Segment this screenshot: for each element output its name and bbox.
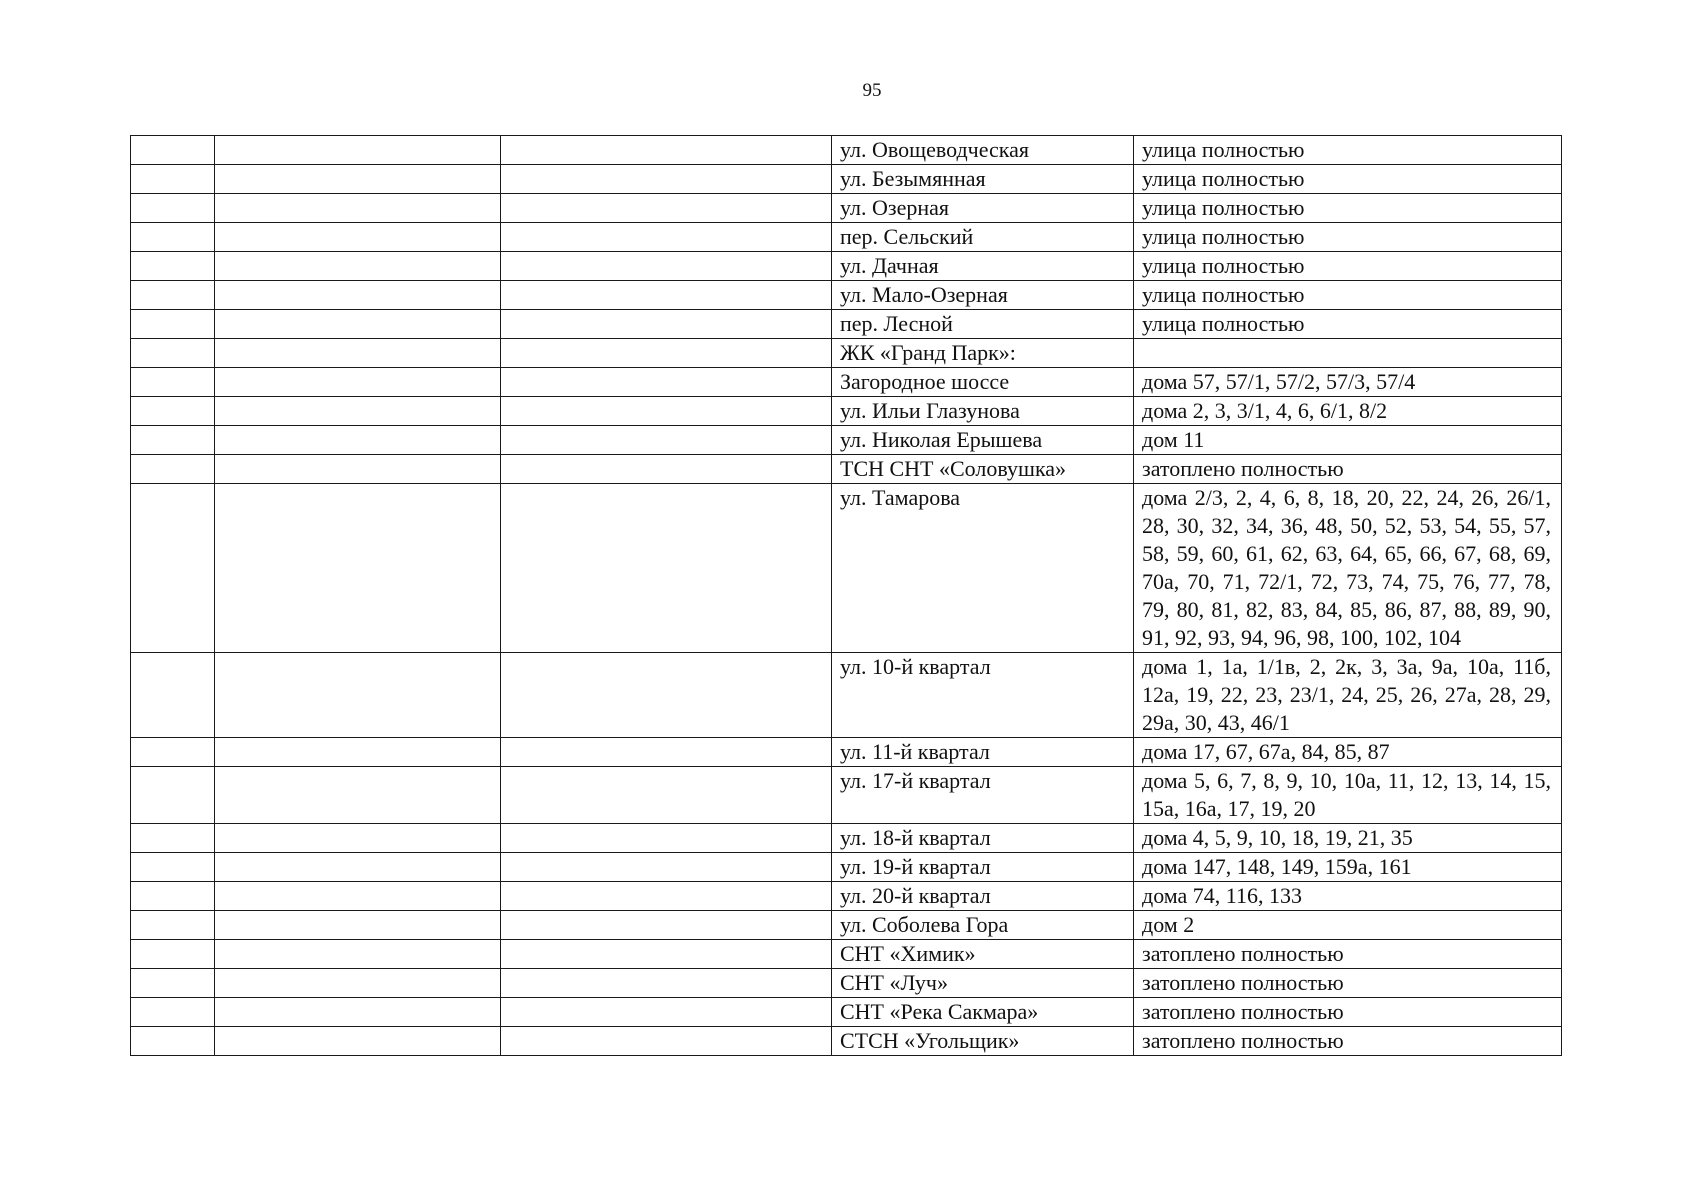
table-row (131, 998, 1562, 1027)
empty-cell (215, 455, 501, 484)
empty-cell (215, 853, 501, 882)
street-cell: ул. 19-й квартал (832, 853, 1134, 882)
street-cell: ул. 11-й квартал (832, 738, 1134, 767)
empty-cell (215, 969, 501, 998)
street-cell: ул. 20-й квартал (832, 882, 1134, 911)
table-row (131, 940, 1562, 969)
empty-cell (131, 136, 215, 165)
empty-cell (501, 223, 832, 252)
table-row (131, 194, 1562, 223)
houses-cell: затоплено полностью (1134, 998, 1562, 1027)
houses-cell: улица полностью (1134, 281, 1562, 310)
street-cell: ул. Безымянная (832, 165, 1134, 194)
table-row (131, 339, 1562, 368)
empty-cell (131, 940, 215, 969)
houses-cell: дома 147, 148, 149, 159а, 161 (1134, 853, 1562, 882)
empty-cell (501, 281, 832, 310)
street-cell: ул. Ильи Глазунова (832, 397, 1134, 426)
houses-cell: затоплено полностью (1134, 1027, 1562, 1056)
houses-cell: улица полностью (1134, 252, 1562, 281)
empty-cell (501, 969, 832, 998)
empty-cell (215, 767, 501, 824)
empty-cell (131, 339, 215, 368)
empty-cell (215, 165, 501, 194)
empty-cell (501, 339, 832, 368)
street-cell: СНТ «Химик» (832, 940, 1134, 969)
street-cell: ул. Соболева Гора (832, 911, 1134, 940)
empty-cell (501, 484, 832, 653)
empty-cell (131, 484, 215, 653)
empty-cell (501, 397, 832, 426)
empty-cell (501, 310, 832, 339)
empty-cell (215, 882, 501, 911)
empty-cell (215, 223, 501, 252)
empty-cell (215, 738, 501, 767)
empty-cell (131, 653, 215, 738)
street-cell: ул. 10-й квартал (832, 653, 1134, 738)
empty-cell (501, 455, 832, 484)
table-row (131, 1027, 1562, 1056)
houses-cell: улица полностью (1134, 165, 1562, 194)
empty-cell (501, 882, 832, 911)
street-cell: Загородное шоссе (832, 368, 1134, 397)
empty-cell (215, 194, 501, 223)
table-row (131, 853, 1562, 882)
houses-cell: улица полностью (1134, 310, 1562, 339)
table-row (131, 165, 1562, 194)
table-row (131, 397, 1562, 426)
empty-cell (501, 940, 832, 969)
street-cell: СНТ «Луч» (832, 969, 1134, 998)
empty-cell (131, 767, 215, 824)
empty-cell (131, 223, 215, 252)
empty-cell (215, 1027, 501, 1056)
empty-cell (501, 136, 832, 165)
empty-cell (131, 281, 215, 310)
empty-cell (215, 484, 501, 653)
street-cell: ЖК «Гранд Парк»: (832, 339, 1134, 368)
street-cell: ул. Овощеводческая (832, 136, 1134, 165)
table-row (131, 969, 1562, 998)
empty-cell (215, 136, 501, 165)
empty-cell (131, 397, 215, 426)
page-number: 95 (862, 80, 882, 101)
table-body (131, 136, 1562, 1056)
street-cell: пер. Лесной (832, 310, 1134, 339)
houses-cell (1134, 339, 1562, 368)
houses-cell: дома 5, 6, 7, 8, 9, 10, 10а, 11, 12, 13, 14, 15, 15а, 16а, 17, 19, 20 (1134, 767, 1562, 824)
table-row (131, 426, 1562, 455)
empty-cell (215, 281, 501, 310)
houses-cell: дома 2/3, 2, 4, 6, 8, 18, 20, 22, 24, 26, 26/1, 28, 30, 32, 34, 36, 48, 50, 52, 53, 54, 55, 57, 58, 59, 60, 61, 62, 63, 64, 65, 66, 67, 68, 69, 70а, 70, 71, 72/1, 72, 73, 74, 75, 76, 77, 78, 79, 80, 81, 82, 83, 84, 85, 86, 87, 88, 89, 90, 91, 92, 93, 94, 96, 98, 100, 102, 104 (1134, 484, 1562, 653)
empty-cell (501, 767, 832, 824)
empty-cell (131, 455, 215, 484)
houses-cell: дома 57, 57/1, 57/2, 57/3, 57/4 (1134, 368, 1562, 397)
empty-cell (215, 940, 501, 969)
empty-cell (215, 653, 501, 738)
empty-cell (501, 853, 832, 882)
houses-cell: затоплено полностью (1134, 940, 1562, 969)
houses-cell: затоплено полностью (1134, 969, 1562, 998)
table-row (131, 368, 1562, 397)
street-cell: ул. Озерная (832, 194, 1134, 223)
empty-cell (131, 738, 215, 767)
table-row (131, 882, 1562, 911)
table-row (131, 136, 1562, 165)
street-cell: ул. Мало-Озерная (832, 281, 1134, 310)
empty-cell (501, 194, 832, 223)
houses-cell: дома 74, 116, 133 (1134, 882, 1562, 911)
empty-cell (131, 853, 215, 882)
street-cell: ул. 18-й квартал (832, 824, 1134, 853)
houses-cell: дом 11 (1134, 426, 1562, 455)
empty-cell (215, 339, 501, 368)
street-cell: СТСН «Угольщик» (832, 1027, 1134, 1056)
street-cell: ТСН СНТ «Соловушка» (832, 455, 1134, 484)
streets-table (130, 135, 1562, 1056)
empty-cell (131, 911, 215, 940)
empty-cell (501, 368, 832, 397)
table-row (131, 824, 1562, 853)
houses-cell: дома 2, 3, 3/1, 4, 6, 6/1, 8/2 (1134, 397, 1562, 426)
empty-cell (501, 998, 832, 1027)
table-row (131, 252, 1562, 281)
empty-cell (131, 1027, 215, 1056)
houses-cell: улица полностью (1134, 223, 1562, 252)
empty-cell (131, 882, 215, 911)
empty-cell (131, 252, 215, 281)
empty-cell (215, 368, 501, 397)
houses-cell: улица полностью (1134, 194, 1562, 223)
empty-cell (215, 310, 501, 339)
table-row (131, 653, 1562, 738)
houses-cell: дома 17, 67, 67а, 84, 85, 87 (1134, 738, 1562, 767)
table-row (131, 223, 1562, 252)
table-row (131, 484, 1562, 653)
street-cell: ул. Николая Ерышева (832, 426, 1134, 455)
houses-cell: дома 1, 1а, 1/1в, 2, 2к, 3, 3а, 9а, 10а, 11б, 12а, 19, 22, 23, 23/1, 24, 25, 26, 27а, 28, 29, 29а, 30, 43, 46/1 (1134, 653, 1562, 738)
empty-cell (131, 310, 215, 339)
street-cell: пер. Сельский (832, 223, 1134, 252)
empty-cell (131, 426, 215, 455)
empty-cell (131, 998, 215, 1027)
houses-cell: дома 4, 5, 9, 10, 18, 19, 21, 35 (1134, 824, 1562, 853)
empty-cell (215, 397, 501, 426)
empty-cell (131, 368, 215, 397)
empty-cell (215, 911, 501, 940)
empty-cell (215, 998, 501, 1027)
houses-cell: затоплено полностью (1134, 455, 1562, 484)
table-row (131, 455, 1562, 484)
houses-cell: дом 2 (1134, 911, 1562, 940)
table-row (131, 911, 1562, 940)
empty-cell (501, 1027, 832, 1056)
empty-cell (501, 738, 832, 767)
street-cell: ул. Тамарова (832, 484, 1134, 653)
table-row (131, 281, 1562, 310)
empty-cell (215, 426, 501, 455)
table-row (131, 310, 1562, 339)
empty-cell (501, 165, 832, 194)
empty-cell (131, 824, 215, 853)
empty-cell (501, 824, 832, 853)
street-cell: ул. 17-й квартал (832, 767, 1134, 824)
table-row (131, 738, 1562, 767)
table-row (131, 767, 1562, 824)
empty-cell (215, 824, 501, 853)
houses-cell: улица полностью (1134, 136, 1562, 165)
empty-cell (501, 653, 832, 738)
empty-cell (131, 969, 215, 998)
empty-cell (501, 911, 832, 940)
empty-cell (501, 252, 832, 281)
empty-cell (131, 165, 215, 194)
empty-cell (501, 426, 832, 455)
empty-cell (215, 252, 501, 281)
empty-cell (131, 194, 215, 223)
street-cell: ул. Дачная (832, 252, 1134, 281)
street-cell: СНТ «Река Сакмара» (832, 998, 1134, 1027)
